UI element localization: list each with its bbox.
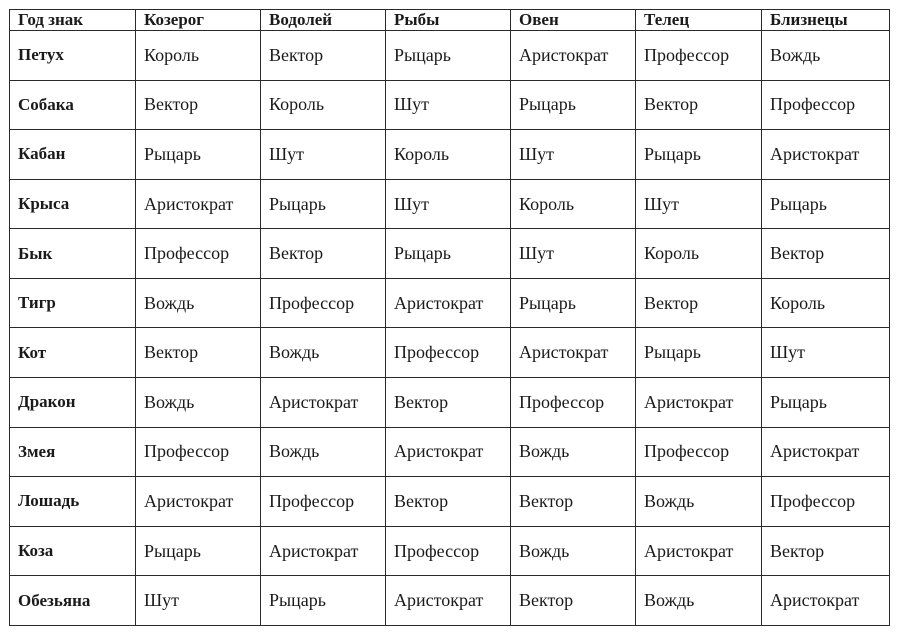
table-cell: Рыцарь <box>261 179 386 229</box>
table-cell: Аристократ <box>136 477 261 527</box>
table-cell: Рыцарь <box>136 130 261 180</box>
table-cell: Король <box>511 179 636 229</box>
table-cell: Аристократ <box>136 179 261 229</box>
table-cell: Шут <box>386 179 511 229</box>
table-cell: Король <box>261 80 386 130</box>
table-cell: Вектор <box>386 378 511 428</box>
table-cell: Рыцарь <box>636 130 762 180</box>
table-row <box>10 477 890 527</box>
table-cell: Аристократ <box>636 378 762 428</box>
row-label: Обезьяна <box>10 576 136 626</box>
table-row <box>10 80 890 130</box>
table-cell: Вектор <box>762 229 890 279</box>
header-capricorn: Козерог <box>136 10 261 31</box>
table-cell: Вектор <box>261 229 386 279</box>
header-aquarius: Водолей <box>261 10 386 31</box>
table-cell: Аристократ <box>261 526 386 576</box>
header-pisces: Рыбы <box>386 10 511 31</box>
table-cell: Рыцарь <box>261 576 386 626</box>
table-cell: Шут <box>511 229 636 279</box>
table-cell: Вектор <box>386 477 511 527</box>
header-taurus: Телец <box>636 10 762 31</box>
table-cell: Профессор <box>261 278 386 328</box>
table-cell: Вектор <box>636 80 762 130</box>
table-cell: Профессор <box>636 427 762 477</box>
table-cell: Вектор <box>511 477 636 527</box>
row-label: Лошадь <box>10 477 136 527</box>
table-cell: Аристократ <box>386 278 511 328</box>
row-label: Кабан <box>10 130 136 180</box>
table-cell: Аристократ <box>636 526 762 576</box>
table-cell: Вождь <box>261 427 386 477</box>
table-row <box>10 229 890 279</box>
table-cell: Рыцарь <box>136 526 261 576</box>
table-row <box>10 427 890 477</box>
header-gemini: Близнецы <box>762 10 890 31</box>
table-row <box>10 31 890 81</box>
table-cell: Вектор <box>762 526 890 576</box>
table-cell: Вождь <box>636 477 762 527</box>
table-cell: Король <box>762 278 890 328</box>
table-cell: Профессор <box>762 477 890 527</box>
row-label: Бык <box>10 229 136 279</box>
table-cell: Вектор <box>136 328 261 378</box>
table-cell: Вождь <box>511 427 636 477</box>
table-cell: Вождь <box>261 328 386 378</box>
table-cell: Рыцарь <box>386 229 511 279</box>
table-row <box>10 278 890 328</box>
table-cell: Вектор <box>511 576 636 626</box>
table-cell: Аристократ <box>261 378 386 428</box>
table-cell: Король <box>136 31 261 81</box>
table-cell: Аристократ <box>386 427 511 477</box>
table-cell: Король <box>386 130 511 180</box>
table-row <box>10 526 890 576</box>
table-header-row <box>10 10 890 31</box>
table-cell: Шут <box>136 576 261 626</box>
table-cell: Вектор <box>636 278 762 328</box>
table-cell: Шут <box>636 179 762 229</box>
table-cell: Рыцарь <box>511 80 636 130</box>
table-cell: Аристократ <box>762 130 890 180</box>
table-cell: Аристократ <box>511 31 636 81</box>
table-cell: Вождь <box>511 526 636 576</box>
table-cell: Рыцарь <box>386 31 511 81</box>
table-cell: Рыцарь <box>511 278 636 328</box>
row-label: Собака <box>10 80 136 130</box>
zodiac-year-sign-table <box>9 9 890 626</box>
row-label: Дракон <box>10 378 136 428</box>
row-label: Кот <box>10 328 136 378</box>
table-cell: Шут <box>762 328 890 378</box>
header-aries: Овен <box>511 10 636 31</box>
table-row <box>10 576 890 626</box>
table-cell: Вектор <box>136 80 261 130</box>
table-cell: Рыцарь <box>762 179 890 229</box>
table-cell: Профессор <box>386 328 511 378</box>
table-cell: Аристократ <box>762 576 890 626</box>
table-cell: Рыцарь <box>636 328 762 378</box>
table-row <box>10 179 890 229</box>
table-cell: Рыцарь <box>762 378 890 428</box>
table-cell: Шут <box>386 80 511 130</box>
header-year-sign: Год знак <box>10 10 136 31</box>
table-cell: Шут <box>511 130 636 180</box>
table-cell: Вождь <box>762 31 890 81</box>
table-cell: Профессор <box>636 31 762 81</box>
table-cell: Вождь <box>136 278 261 328</box>
table-cell: Профессор <box>762 80 890 130</box>
table-cell: Профессор <box>136 427 261 477</box>
table-cell: Профессор <box>136 229 261 279</box>
table-cell: Профессор <box>511 378 636 428</box>
table-cell: Аристократ <box>762 427 890 477</box>
table-cell: Профессор <box>386 526 511 576</box>
table-cell: Шут <box>261 130 386 180</box>
table-cell: Вождь <box>136 378 261 428</box>
table-cell: Вождь <box>636 576 762 626</box>
table-cell: Вектор <box>261 31 386 81</box>
row-label: Змея <box>10 427 136 477</box>
table-row <box>10 378 890 428</box>
table-cell: Аристократ <box>511 328 636 378</box>
row-label: Тигр <box>10 278 136 328</box>
table-cell: Король <box>636 229 762 279</box>
row-label: Крыса <box>10 179 136 229</box>
row-label: Петух <box>10 31 136 81</box>
row-label: Коза <box>10 526 136 576</box>
table-row <box>10 328 890 378</box>
table-cell: Профессор <box>261 477 386 527</box>
table-row <box>10 130 890 180</box>
table-cell: Аристократ <box>386 576 511 626</box>
